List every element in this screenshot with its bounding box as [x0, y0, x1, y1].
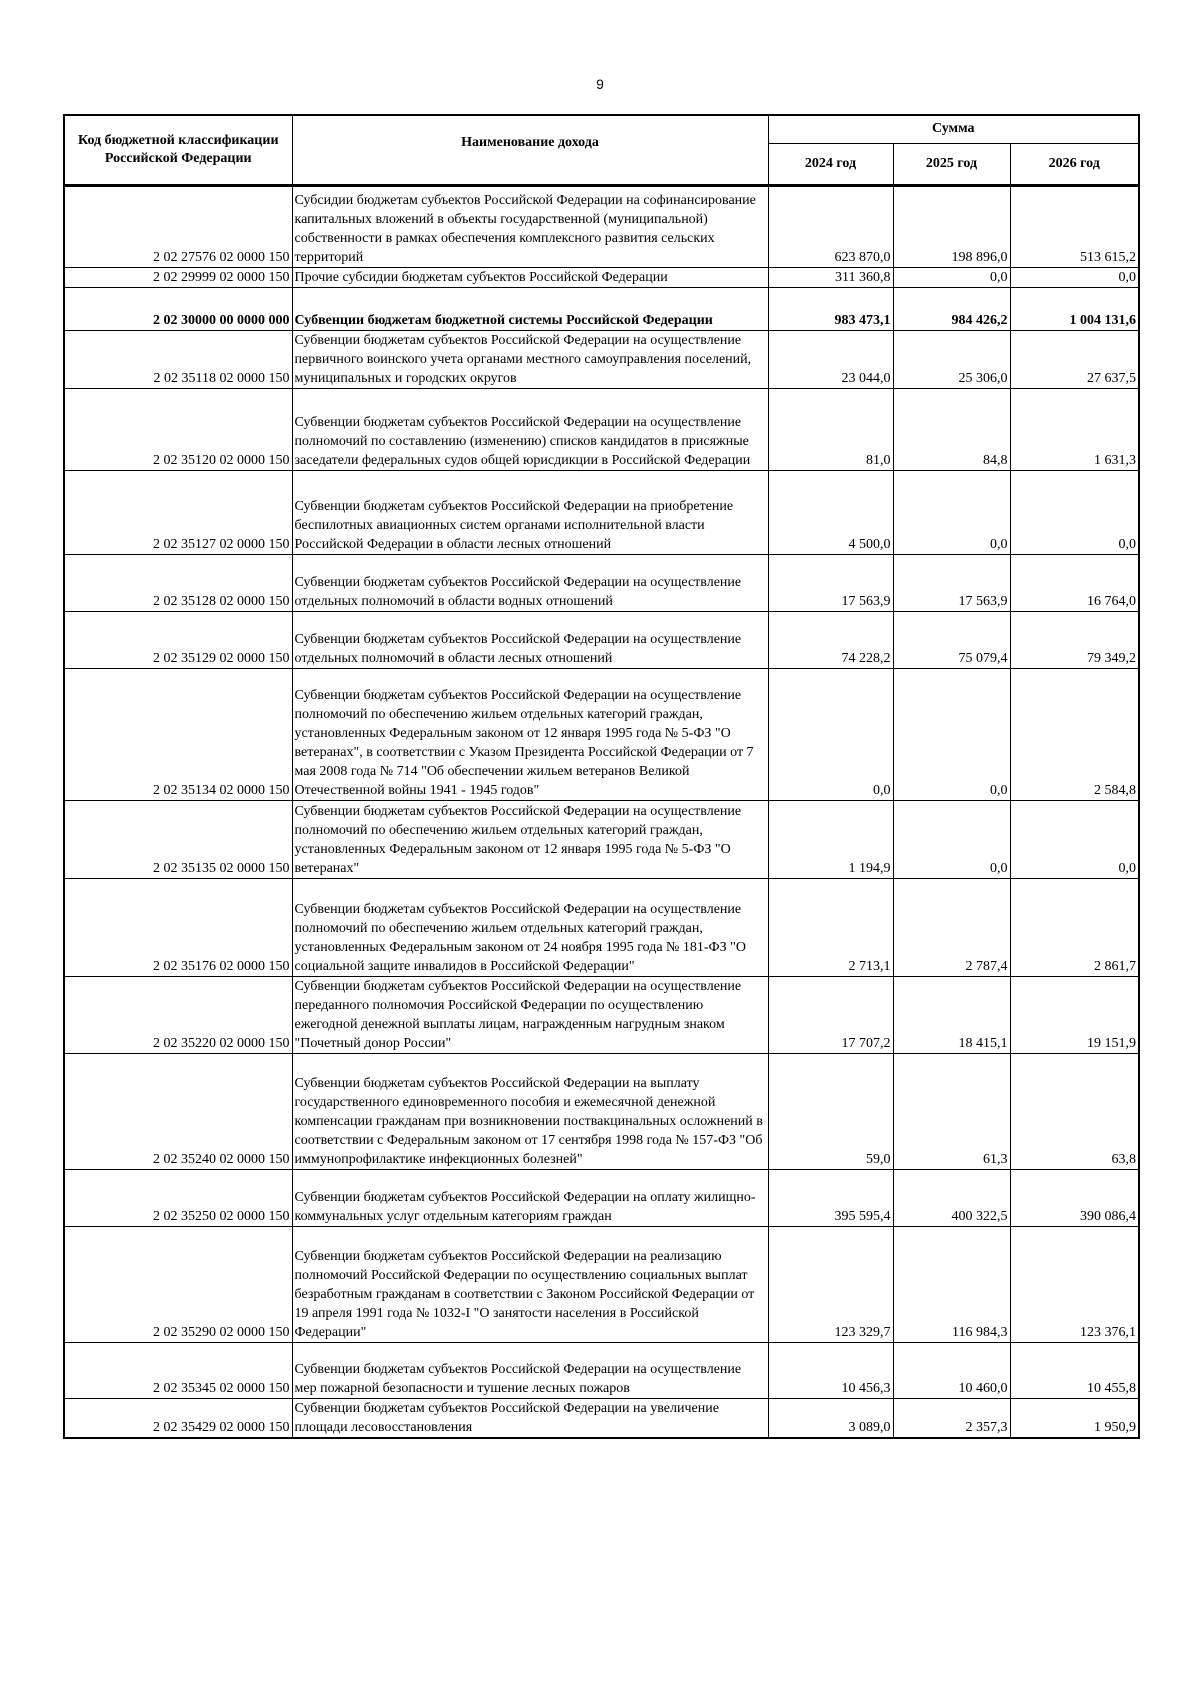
row-name: Прочие субсидии бюджетам субъектов Российской Федерации	[292, 267, 768, 287]
table-row	[64, 1053, 1139, 1169]
table-row	[64, 330, 1139, 388]
row-value-2025: 400 322,5	[893, 1169, 1010, 1226]
table-row	[64, 976, 1139, 1053]
row-code: 2 02 35127 02 0000 150	[64, 470, 292, 554]
row-value-2024: 3 089,0	[768, 1398, 893, 1438]
row-value-2026: 0,0	[1010, 470, 1139, 554]
row-name: Субвенции бюджетам субъектов Российской Федерации на увеличение площади лесовосстановления	[292, 1398, 768, 1438]
row-name: Субвенции бюджетам субъектов Российской Федерации на осуществление полномочий по обеспечению жильем отдельных категорий граждан, установленных Федеральным законом от 24 ноября 1995 года № 181-ФЗ "О социальной защите инвалидов в Российской Федерации"	[292, 878, 768, 976]
row-value-2025: 0,0	[893, 800, 1010, 878]
row-value-2026: 0,0	[1010, 800, 1139, 878]
row-value-2026: 0,0	[1010, 267, 1139, 287]
table-row	[64, 1169, 1139, 1226]
header-name: Наименование дохода	[292, 115, 768, 185]
row-value-2025: 0,0	[893, 470, 1010, 554]
table-row	[64, 287, 1139, 330]
header-2024: 2024 год	[768, 143, 893, 185]
row-code: 2 02 35128 02 0000 150	[64, 554, 292, 611]
row-value-2026: 513 615,2	[1010, 185, 1139, 267]
row-code: 2 02 35290 02 0000 150	[64, 1226, 292, 1342]
row-value-2025: 198 896,0	[893, 185, 1010, 267]
row-value-2024: 123 329,7	[768, 1226, 893, 1342]
row-name: Субвенции бюджетам субъектов Российской Федерации на осуществление полномочий по обеспечению жильем отдельных категорий граждан, установленных Федеральным законом от 12 января 1995 года № 5-ФЗ "О ветеранах"	[292, 800, 768, 878]
row-value-2026: 1 950,9	[1010, 1398, 1139, 1438]
row-value-2025: 0,0	[893, 668, 1010, 800]
table-row	[64, 554, 1139, 611]
table-row	[64, 878, 1139, 976]
row-value-2025: 17 563,9	[893, 554, 1010, 611]
row-value-2025: 10 460,0	[893, 1342, 1010, 1398]
row-code: 2 02 35129 02 0000 150	[64, 611, 292, 668]
row-name: Субвенции бюджетам субъектов Российской Федерации на осуществление переданного полномочия Российской Федерации по осуществлению ежегодной денежной выплаты лицам, награжденным нагрудным знаком "Почетный донор России"	[292, 976, 768, 1053]
row-value-2026: 2 861,7	[1010, 878, 1139, 976]
row-value-2024: 983 473,1	[768, 287, 893, 330]
row-value-2025: 18 415,1	[893, 976, 1010, 1053]
table-row	[64, 668, 1139, 800]
row-value-2024: 395 595,4	[768, 1169, 893, 1226]
row-value-2026: 123 376,1	[1010, 1226, 1139, 1342]
row-code: 2 02 35118 02 0000 150	[64, 330, 292, 388]
row-value-2026: 63,8	[1010, 1053, 1139, 1169]
header-code: Код бюджетной классификации Российской Федерации	[64, 115, 292, 185]
row-code: 2 02 35176 02 0000 150	[64, 878, 292, 976]
row-value-2024: 311 360,8	[768, 267, 893, 287]
row-name: Субвенции бюджетам субъектов Российской Федерации на осуществление мер пожарной безопасности и тушение лесных пожаров	[292, 1342, 768, 1398]
row-code: 2 02 35134 02 0000 150	[64, 668, 292, 800]
table-row	[64, 185, 1139, 267]
table-row	[64, 470, 1139, 554]
row-code: 2 02 35220 02 0000 150	[64, 976, 292, 1053]
row-name: Субвенции бюджетам субъектов Российской Федерации на выплату государственного единовременного пособия и ежемесячной денежной компенсации гражданам при возникновении поствакцинальных осложнений в соответствии с Федеральным законом от 17 сентября 1998 года № 157-ФЗ "Об иммунопрофилактике инфекционных болезней"	[292, 1053, 768, 1169]
row-value-2024: 623 870,0	[768, 185, 893, 267]
table-body	[64, 185, 1139, 1438]
row-value-2025: 75 079,4	[893, 611, 1010, 668]
row-code: 2 02 30000 00 0000 000	[64, 287, 292, 330]
row-value-2025: 61,3	[893, 1053, 1010, 1169]
table-row	[64, 1398, 1139, 1438]
revenue-table	[63, 114, 1140, 1439]
row-value-2026: 19 151,9	[1010, 976, 1139, 1053]
row-name: Субвенции бюджетам субъектов Российской Федерации на осуществление отдельных полномочий в области лесных отношений	[292, 611, 768, 668]
row-value-2026: 1 004 131,6	[1010, 287, 1139, 330]
row-name: Субвенции бюджетам субъектов Российской Федерации на осуществление первичного воинского учета органами местного самоуправления поселений, муниципальных и городских округов	[292, 330, 768, 388]
row-value-2025: 25 306,0	[893, 330, 1010, 388]
row-code: 2 02 35250 02 0000 150	[64, 1169, 292, 1226]
table-row	[64, 267, 1139, 287]
row-value-2025: 84,8	[893, 388, 1010, 470]
row-value-2024: 59,0	[768, 1053, 893, 1169]
row-value-2025: 2 357,3	[893, 1398, 1010, 1438]
row-name: Субвенции бюджетам бюджетной системы Российской Федерации	[292, 287, 768, 330]
row-value-2026: 2 584,8	[1010, 668, 1139, 800]
table-header	[64, 115, 1139, 185]
row-name: Субвенции бюджетам субъектов Российской Федерации на приобретение беспилотных авиационных систем органами исполнительной власти Российской Федерации в области лесных отношений	[292, 470, 768, 554]
row-value-2026: 390 086,4	[1010, 1169, 1139, 1226]
row-value-2026: 16 764,0	[1010, 554, 1139, 611]
row-value-2025: 0,0	[893, 267, 1010, 287]
row-value-2025: 2 787,4	[893, 878, 1010, 976]
row-code: 2 02 29999 02 0000 150	[64, 267, 292, 287]
row-value-2024: 1 194,9	[768, 800, 893, 878]
row-code: 2 02 35135 02 0000 150	[64, 800, 292, 878]
row-value-2026: 27 637,5	[1010, 330, 1139, 388]
row-code: 2 02 35120 02 0000 150	[64, 388, 292, 470]
header-2025: 2025 год	[893, 143, 1010, 185]
row-code: 2 02 35240 02 0000 150	[64, 1053, 292, 1169]
row-value-2024: 74 228,2	[768, 611, 893, 668]
table-row	[64, 1342, 1139, 1398]
row-value-2024: 10 456,3	[768, 1342, 893, 1398]
row-value-2024: 81,0	[768, 388, 893, 470]
row-value-2024: 4 500,0	[768, 470, 893, 554]
row-name: Субвенции бюджетам субъектов Российской Федерации на осуществление полномочий по составлению (изменению) списков кандидатов в присяжные заседатели федеральных судов общей юрисдикции в Российской Федерации	[292, 388, 768, 470]
row-value-2026: 1 631,3	[1010, 388, 1139, 470]
table-row	[64, 800, 1139, 878]
row-value-2026: 79 349,2	[1010, 611, 1139, 668]
row-value-2024: 17 707,2	[768, 976, 893, 1053]
row-value-2025: 116 984,3	[893, 1226, 1010, 1342]
table-row	[64, 1226, 1139, 1342]
row-name: Субвенции бюджетам субъектов Российской Федерации на осуществление отдельных полномочий в области водных отношений	[292, 554, 768, 611]
header-2026: 2026 год	[1010, 143, 1139, 185]
table-row	[64, 388, 1139, 470]
row-value-2026: 10 455,8	[1010, 1342, 1139, 1398]
row-value-2024: 17 563,9	[768, 554, 893, 611]
row-value-2024: 2 713,1	[768, 878, 893, 976]
row-name: Субсидии бюджетам субъектов Российской Федерации на софинансирование капитальных вложений в объекты государственной (муниципальной) собственности в рамках обеспечения комплексного развития сельских территорий	[292, 185, 768, 267]
table-row	[64, 611, 1139, 668]
page-number: 9	[596, 76, 604, 92]
row-name: Субвенции бюджетам субъектов Российской Федерации на осуществление полномочий по обеспечению жильем отдельных категорий граждан, установленных Федеральным законом от 12 января 1995 года № 5-ФЗ "О ветеранах", в соответствии с Указом Президента Российской Федерации от 7 мая 2008 года № 714 "Об обеспечении жильем ветеранов Великой Отечественной войны 1941 - 1945 годов"	[292, 668, 768, 800]
row-name: Субвенции бюджетам субъектов Российской Федерации на оплату жилищно-коммунальных услуг отдельным категориям граждан	[292, 1169, 768, 1226]
row-value-2024: 0,0	[768, 668, 893, 800]
row-code: 2 02 27576 02 0000 150	[64, 185, 292, 267]
row-code: 2 02 35345 02 0000 150	[64, 1342, 292, 1398]
header-sum: Сумма	[768, 115, 1139, 143]
row-name: Субвенции бюджетам субъектов Российской Федерации на реализацию полномочий Российской Федерации по осуществлению социальных выплат безработным гражданам в соответствии с Законом Российской Федерации от 19 апреля 1991 года № 1032-I "О занятости населения в Российской Федерации"	[292, 1226, 768, 1342]
row-value-2024: 23 044,0	[768, 330, 893, 388]
row-value-2025: 984 426,2	[893, 287, 1010, 330]
row-code: 2 02 35429 02 0000 150	[64, 1398, 292, 1438]
